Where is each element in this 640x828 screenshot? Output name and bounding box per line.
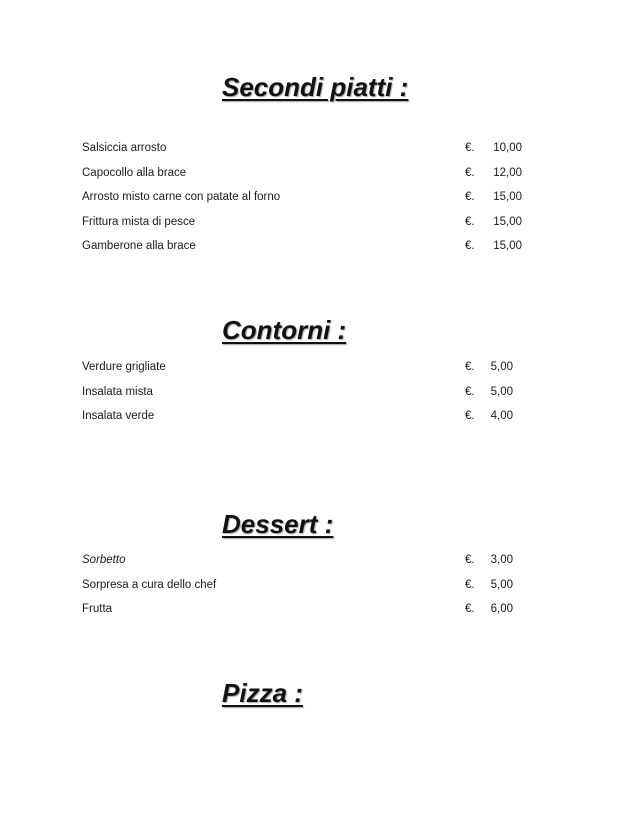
menu-item-currency: €. xyxy=(465,410,475,422)
menu-item-name: Sorpresa a cura dello chef xyxy=(82,578,217,591)
menu-item-currency: €. xyxy=(465,191,475,203)
menu-item-currency: €. xyxy=(465,240,475,252)
menu-item-name: Gamberone alla brace xyxy=(82,240,196,252)
menu-item-name: Frutta xyxy=(82,603,113,615)
menu-item-currency: €. xyxy=(465,361,475,373)
menu-item-currency: €. xyxy=(465,603,475,615)
contorni-list xyxy=(82,355,532,429)
menu-item-name: Insalata mista xyxy=(82,385,153,398)
menu-item-price: 3,00 xyxy=(490,554,513,566)
menu-item-price: 5,00 xyxy=(490,578,513,591)
menu-item-name: Capocollo alla brace xyxy=(82,166,187,179)
menu-item xyxy=(82,136,532,161)
menu-item xyxy=(82,161,532,186)
menu-item xyxy=(82,548,532,573)
menu-item-price: 15,00 xyxy=(493,191,522,203)
menu-item xyxy=(82,573,532,598)
menu-item-price: 10,00 xyxy=(493,142,522,154)
menu-item-currency: €. xyxy=(465,554,475,566)
section-title-secondi-piatti: Secondi piatti : xyxy=(222,72,409,102)
menu-item-name: Sorbetto xyxy=(82,554,126,566)
secondi-piatti-list xyxy=(82,136,532,259)
section-title-contorni: Contorni : xyxy=(222,315,347,345)
menu-item-price: 5,00 xyxy=(490,361,513,373)
menu-item-price: 15,00 xyxy=(493,240,522,252)
menu-item-name: Insalata verde xyxy=(82,410,155,422)
dessert-list xyxy=(82,548,532,622)
menu-item xyxy=(82,597,532,622)
menu-item xyxy=(82,210,532,235)
menu-item xyxy=(82,234,532,259)
menu-item-currency: €. xyxy=(465,578,475,591)
menu-item-name: Verdure grigliate xyxy=(82,361,166,373)
menu-item xyxy=(82,380,532,405)
menu-item-name: Arrosto misto carne con patate al forno xyxy=(82,191,281,203)
menu-item-price: 6,00 xyxy=(490,603,513,615)
menu-item-currency: €. xyxy=(465,142,475,154)
menu-item-currency: €. xyxy=(465,385,475,398)
menu-item-price: 15,00 xyxy=(493,215,522,228)
menu-item-price: 4,00 xyxy=(490,410,513,422)
menu-item-price: 5,00 xyxy=(490,385,513,398)
menu-item-currency: €. xyxy=(465,166,475,179)
section-title-pizza: Pizza : xyxy=(222,678,303,708)
menu-item-name: Frittura mista di pesce xyxy=(82,215,196,228)
menu-item xyxy=(82,185,532,210)
menu-item-price: 12,00 xyxy=(493,166,522,179)
menu-item-name: Salsiccia arrosto xyxy=(82,142,167,154)
menu-item-currency: €. xyxy=(465,215,475,228)
menu-item xyxy=(82,355,532,380)
menu-item xyxy=(82,404,532,429)
section-title-dessert: Dessert : xyxy=(222,509,334,539)
